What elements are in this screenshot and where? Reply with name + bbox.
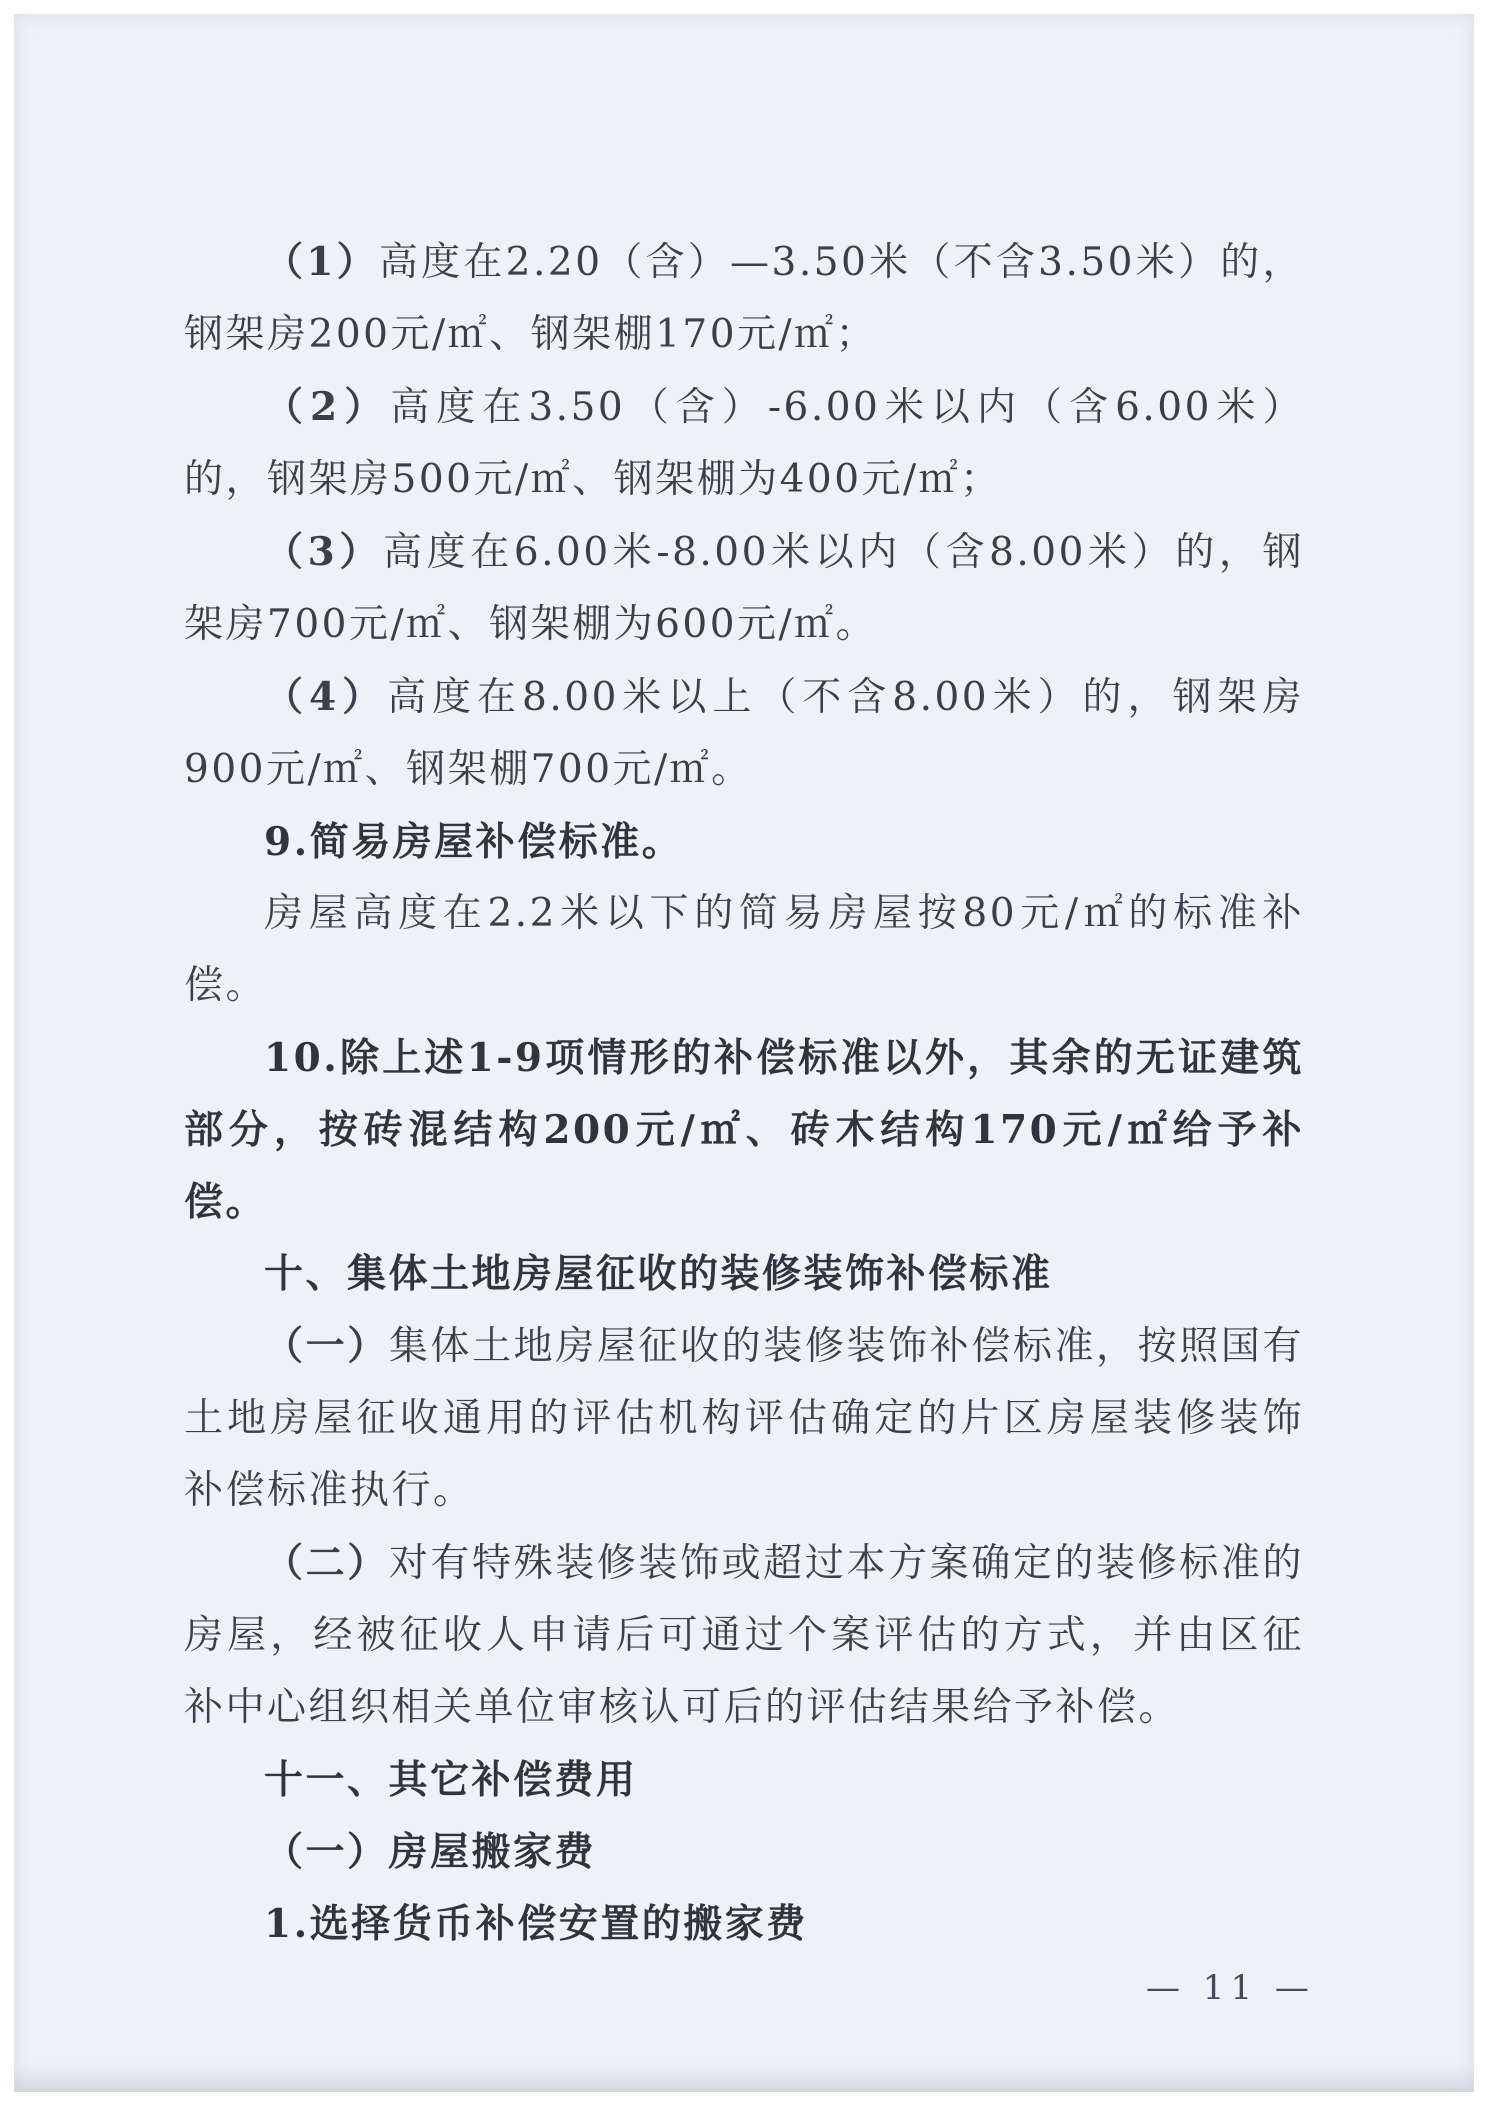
paragraph-text: 房屋高度在2.2米以下的简易房屋按80元/㎡的标准补偿。 xyxy=(184,891,1304,1008)
heading-simple-housing xyxy=(184,806,1304,878)
subheading-moving-fee xyxy=(184,1816,1304,1888)
paragraph-simple-housing xyxy=(184,878,1304,1022)
heading-text: （一）房屋搬家费 xyxy=(264,1829,597,1875)
paragraph-unlicensed-buildings xyxy=(184,1022,1304,1238)
paragraph-text: 10.除上述1-9项情形的补偿标准以外，其余的无证建筑部分，按砖混结构200元/㎡、砖木结构170元/㎡给予补偿。 xyxy=(184,1035,1304,1225)
paragraph-decoration-1 xyxy=(184,1310,1304,1527)
paragraph-text: 高度在8.00米以上（不含8.00米）的，钢架房900元/㎡、钢架棚700元/㎡。 xyxy=(184,675,1304,792)
paragraph-text: 高度在3.50（含）-6.00米以内（含6.00米）的，钢架房500元/㎡、钢架棚为400元/㎡； xyxy=(184,385,1304,502)
paragraph-text: 高度在6.00米-8.00米以内（含8.00米）的，钢架房700元/㎡、钢架棚为600元/㎡。 xyxy=(184,530,1304,647)
paragraph-text: 集体土地房屋征收的装修装饰补偿标准，按照国有土地房屋征收通用的评估机构评估确定的片区房屋装修装饰补偿标准执行。 xyxy=(184,1324,1304,1513)
item-number: （一） xyxy=(264,1323,389,1369)
heading-text: 1.选择货币补偿安置的搬家费 xyxy=(264,1901,808,1947)
scan-edge-shadow xyxy=(14,2062,1474,2092)
item-number: （二） xyxy=(264,1540,389,1586)
section-heading-10 xyxy=(184,1238,1304,1310)
paragraph-4 xyxy=(184,661,1304,806)
subheading-monetary-moving-fee xyxy=(184,1888,1304,1960)
section-heading-11 xyxy=(184,1744,1304,1816)
paragraph-2 xyxy=(184,371,1304,516)
item-number: （4） xyxy=(264,674,388,720)
item-number: （3） xyxy=(264,529,383,575)
item-number: （2） xyxy=(264,384,391,430)
heading-text: 十、集体土地房屋征收的装修装饰补偿标准 xyxy=(264,1251,1053,1297)
paragraph-1 xyxy=(184,226,1304,371)
paragraph-text: 高度在2.20（含）—3.50米（不含3.50米）的，钢架房200元/㎡、钢架棚170元/㎡； xyxy=(184,240,1304,357)
heading-text: 9.简易房屋补偿标准。 xyxy=(264,819,684,865)
heading-text: 十一、其它补偿费用 xyxy=(264,1757,638,1803)
paragraph-text: 对有特殊装修装饰或超过本方案确定的装修标准的房屋，经被征收人申请后可通过个案评估的方式，并由区征补中心组织相关单位审核认可后的评估结果给予补偿。 xyxy=(184,1541,1304,1730)
page-number: — 11 — xyxy=(1146,1968,1315,2008)
document-body xyxy=(184,226,1304,1960)
item-number: （1） xyxy=(264,239,379,285)
paragraph-3 xyxy=(184,516,1304,661)
paragraph-decoration-2 xyxy=(184,1527,1304,1744)
